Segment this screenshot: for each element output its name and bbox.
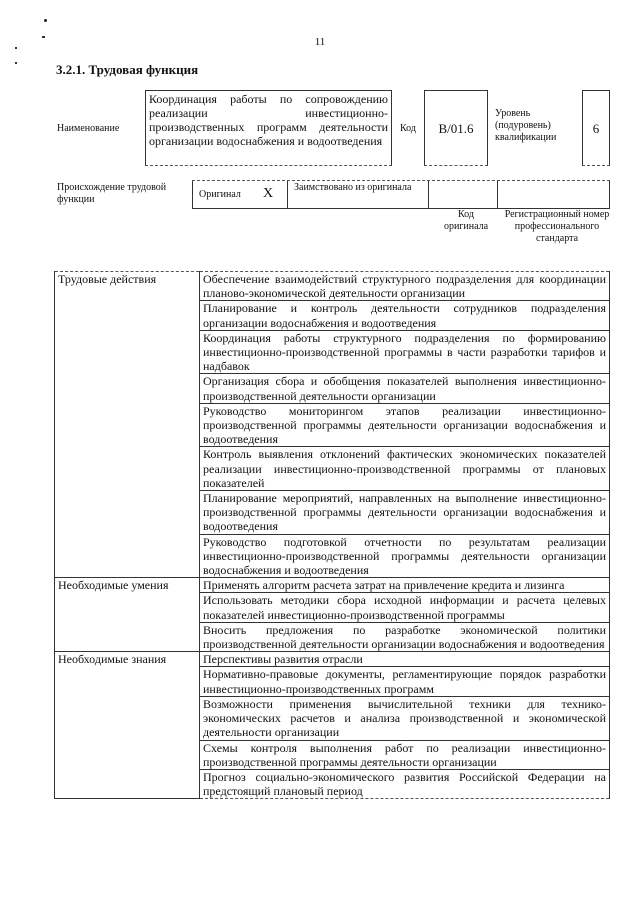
category-cell: Трудовые действия	[55, 272, 200, 578]
item-cell: Планирование и контроль деятельности сотрудников подразделения организации водоснабжения и водоотведения	[200, 301, 610, 330]
item-cell: Перспективы развития отрасли	[200, 652, 610, 667]
scan-mark	[44, 19, 47, 22]
level-value-box	[582, 90, 610, 166]
item-cell: Координация работы структурного подразделения по формированию инвестиционно-производственной программы в части разработки тарифов и надбавок	[200, 330, 610, 374]
section-title: 3.2.1. Трудовая функция	[56, 62, 199, 77]
original-cell	[192, 181, 288, 208]
code-original-label: Код оригинала	[443, 209, 489, 232]
item-cell: Схемы контроля выполнения работ по реализации инвестиционно-производственной программы деятельности организации	[200, 740, 610, 769]
scan-mark	[15, 62, 17, 64]
item-cell: Применять алгоритм расчета затрат на привлечение кредита и лизинга	[200, 578, 610, 593]
item-cell: Контроль выявления отклонений фактических экономических показателей реализации инвестиционно-производственной программы от плановых показателей	[200, 447, 610, 491]
origin-row	[192, 180, 610, 209]
borrowed-label: Заимствовано из оригинала	[294, 182, 412, 193]
item-cell: Нормативно-правовые документы, регламентирующие порядок разработки инвестиционно-производственных программ	[200, 667, 610, 696]
item-cell: Использовать методики сбора исходной информации и расчета целевых показателей инвестиционно-производственной программы	[200, 593, 610, 622]
category-cell: Необходимые умения	[55, 578, 200, 652]
reg-number-label: Регистрационный номер профессионального стандарта	[504, 209, 610, 244]
item-cell: Организация сбора и обобщения показателей выполнения инвестиционно-производственной деятельности организации	[200, 374, 610, 403]
category-cell: Необходимые знания	[55, 652, 200, 799]
item-cell: Вносить предложения по разработке экономической политики производственной деятельности организации водоснабжения и водоотведения	[200, 622, 610, 651]
table-row	[55, 272, 610, 301]
item-cell: Руководство подготовкой отчетности по результатам реализации инвестиционно-производственной программы деятельности организации водоснабжения и водоотведения	[200, 534, 610, 578]
name-value-box	[145, 90, 392, 166]
item-cell: Руководство мониторингом этапов реализации инвестиционно-производственной программы деятельности организации водоснабжения и водоотведения	[200, 403, 610, 447]
code-original-cell	[428, 181, 498, 208]
original-label: Оригинал	[199, 189, 241, 200]
origin-label: Происхождение трудовой функции	[57, 182, 167, 205]
code-value-box	[424, 90, 488, 166]
function-table	[54, 271, 610, 799]
level-label: Уровень (подуровень) квалификации	[495, 108, 557, 143]
code-label: Код	[400, 123, 416, 134]
item-cell: Прогноз социально-экономического развития Российской Федерации на предстоящий плановый период	[200, 769, 610, 798]
level-value: 6	[592, 121, 600, 136]
name-value: Координация работы по сопровождению реализации инвестиционно-производственных программ деятельности организации водоснабжения и водоотведения	[149, 92, 388, 148]
item-cell: Возможности применения вычислительной техники для технико-экономических расчетов и анализа производственной и экономической деятельности организации	[200, 696, 610, 740]
code-value: B/01.6	[438, 121, 474, 136]
item-cell: Обеспечение взаимодействий структурного подразделения для координации планово-экономической деятельности организации	[200, 272, 610, 301]
item-cell: Планирование мероприятий, направленных на выполнение инвестиционно-производственной программы деятельности организации водоснабжения и водоотведения	[200, 491, 610, 535]
reg-number-cell	[498, 181, 610, 208]
table-row	[55, 578, 610, 593]
name-label: Наименование	[57, 123, 120, 134]
page-number: 11	[314, 36, 326, 48]
table-row	[55, 652, 610, 667]
original-mark: X	[263, 186, 274, 201]
